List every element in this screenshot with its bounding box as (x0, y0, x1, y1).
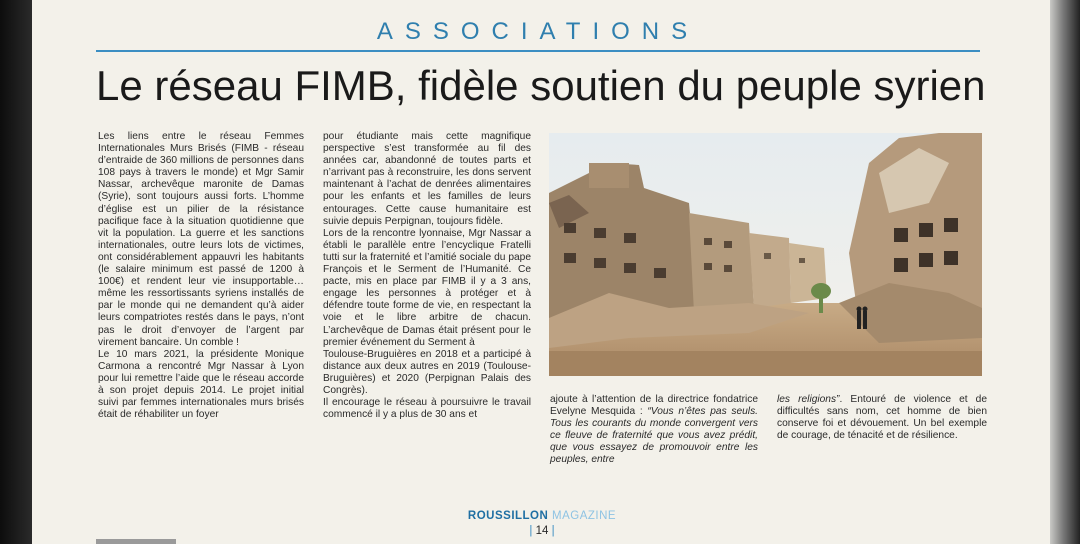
left-page-shadow (0, 0, 32, 544)
article-photo (549, 133, 982, 376)
closing-text: . Entouré de violence et de difficultés sans nom, cet homme de bien conserve foi et dévouement. Un bel exemple de courage, de ténacité et de résilience. (777, 394, 988, 442)
paragraph: Le 10 mars 2021, la présidente Monique Carmona a rencontré Mgr Nassar à Lyon pour lui remettre l’aide que le réseau accorde à son projet depuis 2014. Le projet initial suivi par femmes internationales murs brisés était de réhabiliter un foyer (98, 348, 304, 421)
column-3 (550, 394, 758, 467)
column-1 (98, 131, 304, 421)
paragraph: Lors de la rencontre lyonnaise, Mgr Nassar a établi le parallèle entre l’encyclique Fratelli tutti sur la fraternité et l’amitié sociale du pape François et le Serment de l’Humanité. Ce pacte, mis en place par FIMB il y a 3 ans, engage les personnes à protéger et à défendre toute forme de vie, en respectant la voie et le libre arbitre de chacun. L’archevêque de Damas était présent pour le premier événement du Serment à (323, 227, 531, 348)
destroyed-city-image (549, 133, 982, 376)
brand-name: ROUSSILLON (467, 510, 549, 522)
brand-magazine: MAGAZINE (552, 510, 617, 522)
scroll-indicator (96, 539, 176, 544)
quote-text: “Vous n’êtes pas seuls. Tous les courants du monde convergent vers ce fleuve de fraternité que vous avez prédit, que vous essayez de promouvoir entre les peuples, entre (550, 406, 758, 466)
paragraph: Il encourage le réseau à poursuivre le travail commencé il y a plus de 30 ans et (323, 397, 531, 421)
page-number-value: 14 (535, 525, 549, 537)
paragraph (777, 394, 987, 442)
quote-end: les religions” (777, 394, 840, 405)
right-page-edge (1050, 0, 1080, 544)
column-4 (777, 394, 987, 442)
footer-brand (332, 510, 752, 522)
paragraph (550, 394, 758, 467)
quote-intro: ajoute à l’attention de la directrice fondatrice Evelyne Mesquida : (550, 394, 758, 418)
paragraph: pour étudiante mais cette magnifique perspective s’est transformée au fil des années car, abandonné de toutes parts et n’arrivant pas à reconstruire, les dons servent maintenant à l’achat de denrées alimentaires pour les enfants et les familles de leurs entourages. Cette cause humanitaire est suivie depuis Perpignan, toujours fidèle. (323, 131, 531, 227)
paragraph: Les liens entre le réseau Femmes Internationales Murs Brisés (FIMB - réseau d’entraide de 360 millions de personnes dans 108 pays à travers le monde) et Mgr Samir Nassar, archevêque maronite de Damas (Syrie), sont toujours aussi forts. L’homme d’église est un pilier de la résistance pacifique face à la situation quotidienne que vit la population. La guerre et les sanctions internationales, outre leurs lots de victimes, ont considérablement appauvri les habitants (le salaire minimum est passé de 1200 à 100€) et rendent leur vie insupportable… même les ressortissants syriens installés de par le monde qui ne demandent qu’à aider leurs compatriotes restés dans le pays, n’ont pas le droit d’envoyer de l’argent par virement bancaire. Un comble ! (98, 131, 304, 348)
column-2 (323, 131, 531, 421)
section-rule (96, 50, 980, 52)
paragraph: Toulouse-Bruguières en 2018 et a participé à distance aux deux autres en 2019 (Toulouse-Bruguières) et 2020 (Perpignan Palais des Congrès). (323, 348, 531, 396)
section-title: ASSOCIATIONS (376, 18, 700, 45)
magazine-page (32, 0, 1050, 544)
page-number: | 14 | (529, 525, 555, 537)
article-headline: Le réseau FIMB, fidèle soutien du peuple syrien (96, 62, 986, 109)
